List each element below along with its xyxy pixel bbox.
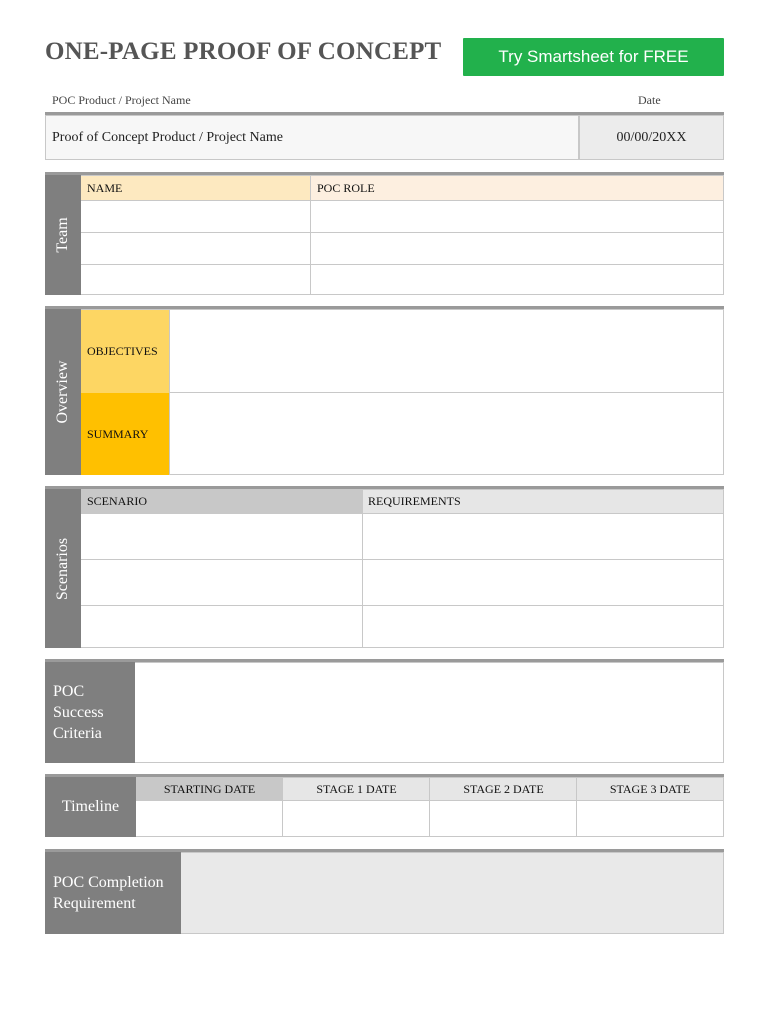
timeline-header-start: STARTING DATE <box>136 778 283 800</box>
requirements-cell[interactable] <box>363 514 723 559</box>
requirements-cell[interactable] <box>363 606 723 648</box>
team-role-cell[interactable] <box>311 201 723 232</box>
scenario-cell[interactable] <box>81 560 362 605</box>
team-name-cell[interactable] <box>81 233 310 264</box>
team-name-cell[interactable] <box>81 265 310 295</box>
team-table <box>81 175 724 295</box>
completion-field[interactable] <box>181 852 724 934</box>
scenarios-label: Scenarios <box>54 537 71 600</box>
team-role-cell[interactable] <box>311 265 723 295</box>
timeline-side-panel <box>45 777 136 837</box>
timeline-stage1-cell[interactable] <box>283 801 429 837</box>
date-label: Date <box>638 93 661 107</box>
scenario-cell[interactable] <box>81 514 362 559</box>
requirements-header: REQUIREMENTS <box>362 490 723 513</box>
overview-table <box>81 309 724 475</box>
team-header-role: POC ROLE <box>311 176 723 200</box>
team-name-cell[interactable] <box>81 201 310 232</box>
summary-label: SUMMARY <box>81 393 169 475</box>
scenario-header: SCENARIO <box>81 490 362 513</box>
timeline-stage2-cell[interactable] <box>430 801 576 837</box>
completion-label: POC Completion Requirement <box>53 874 164 912</box>
overview-side-panel <box>45 309 81 475</box>
project-name-value: Proof of Concept Product / Project Name <box>52 129 283 145</box>
objectives-label: OBJECTIVES <box>81 310 169 393</box>
success-criteria-side-panel <box>45 662 135 763</box>
success-criteria-field[interactable] <box>135 662 724 763</box>
success-criteria-label: POC Success Criteria <box>53 683 104 742</box>
timeline-stage3-cell[interactable] <box>577 801 723 837</box>
page-title: ONE-PAGE PROOF OF CONCEPT <box>45 38 442 65</box>
try-smartsheet-button[interactable]: Try Smartsheet for FREE <box>463 38 724 76</box>
completion-section <box>45 849 724 934</box>
scenarios-table <box>81 489 724 648</box>
team-role-cell[interactable] <box>311 233 723 264</box>
overview-section <box>45 306 724 475</box>
project-row <box>45 112 724 160</box>
timeline-header-stage1: STAGE 1 DATE <box>283 778 430 800</box>
overview-label: Overview <box>54 360 71 424</box>
success-criteria-section <box>45 659 724 763</box>
objectives-field[interactable] <box>170 310 723 392</box>
timeline-label: Timeline <box>61 798 120 815</box>
scenarios-side-panel <box>45 489 81 648</box>
timeline-section <box>45 774 724 837</box>
timeline-start-cell[interactable] <box>136 801 282 837</box>
team-label: Team <box>54 217 71 253</box>
requirements-cell[interactable] <box>363 560 723 605</box>
team-section <box>45 172 724 295</box>
team-side-panel <box>45 175 81 295</box>
team-header-name: NAME <box>81 176 311 200</box>
timeline-header-stage2: STAGE 2 DATE <box>430 778 577 800</box>
date-field[interactable] <box>579 115 724 160</box>
scenarios-section <box>45 486 724 648</box>
project-name-field[interactable] <box>45 115 579 160</box>
completion-side-panel <box>45 852 181 934</box>
scenario-cell[interactable] <box>81 606 362 648</box>
project-name-label: POC Product / Project Name <box>52 93 191 107</box>
date-value: 00/00/20XX <box>616 129 687 145</box>
summary-field[interactable] <box>170 393 723 475</box>
timeline-table <box>136 777 724 837</box>
timeline-header-stage3: STAGE 3 DATE <box>577 778 723 800</box>
